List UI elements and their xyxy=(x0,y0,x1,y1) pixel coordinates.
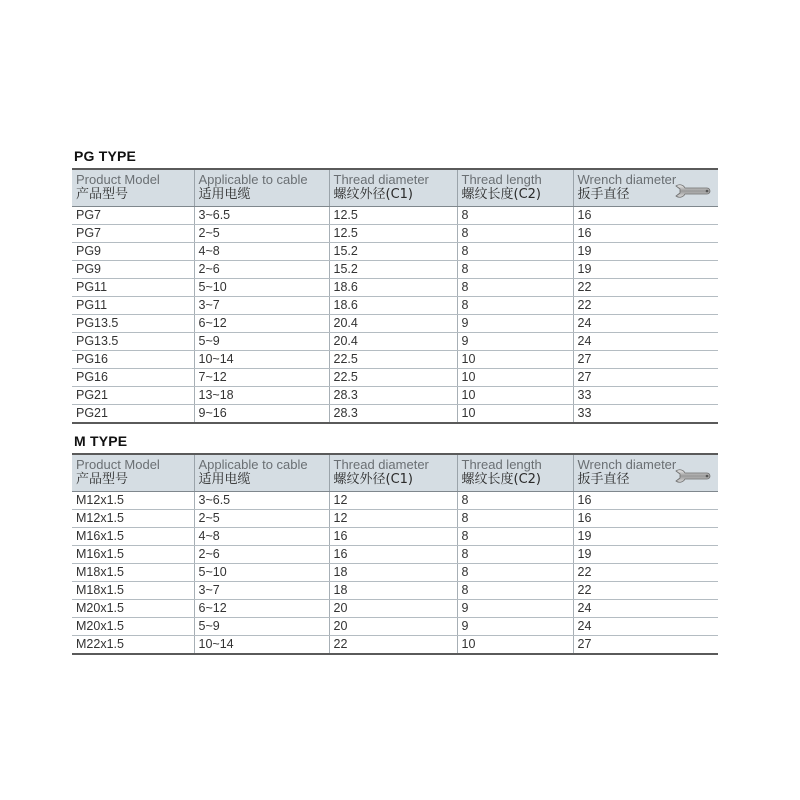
cell-applicable-cable: 7~12 xyxy=(194,369,329,387)
wrench-icon xyxy=(674,182,714,200)
cell-thread-diameter: 12.5 xyxy=(329,225,457,243)
table-row xyxy=(72,492,718,510)
cell-product-model: PG16 xyxy=(72,369,194,387)
section-title: PG TYPE xyxy=(74,148,137,164)
cell-wrench-diameter: 16 xyxy=(573,492,718,510)
cell-thread-length: 9 xyxy=(457,315,573,333)
cell-thread-diameter: 28.3 xyxy=(329,405,457,424)
cell-wrench-diameter: 19 xyxy=(573,528,718,546)
table-row xyxy=(72,261,718,279)
header-wrench-diameter xyxy=(573,454,718,492)
cell-wrench-diameter: 33 xyxy=(573,405,718,424)
m-type-section xyxy=(72,433,718,655)
cell-product-model: PG13.5 xyxy=(72,333,194,351)
cell-product-model: M20x1.5 xyxy=(72,618,194,636)
cell-thread-diameter: 16 xyxy=(329,528,457,546)
header-label-en: Applicable to cable xyxy=(198,172,308,187)
cell-applicable-cable: 3~6.5 xyxy=(194,207,329,225)
header-label-en: Wrench diameter xyxy=(577,172,677,187)
cell-thread-diameter: 15.2 xyxy=(329,261,457,279)
cell-thread-diameter: 18.6 xyxy=(329,297,457,315)
cell-thread-diameter: 18.6 xyxy=(329,279,457,297)
cell-wrench-diameter: 16 xyxy=(573,207,718,225)
table-row xyxy=(72,600,718,618)
header-label-en: Thread diameter xyxy=(333,457,429,472)
cell-product-model: M18x1.5 xyxy=(72,564,194,582)
header-label-en: Product Model xyxy=(76,457,160,472)
cell-wrench-diameter: 22 xyxy=(573,297,718,315)
table-row xyxy=(72,351,718,369)
cell-applicable-cable: 3~7 xyxy=(194,297,329,315)
cell-product-model: PG16 xyxy=(72,351,194,369)
cell-wrench-diameter: 19 xyxy=(573,261,718,279)
cell-applicable-cable: 2~6 xyxy=(194,546,329,564)
table-row xyxy=(72,582,718,600)
cell-thread-length: 9 xyxy=(457,600,573,618)
cell-thread-length: 8 xyxy=(457,492,573,510)
cell-thread-length: 8 xyxy=(457,510,573,528)
cell-thread-diameter: 18 xyxy=(329,564,457,582)
table-row xyxy=(72,546,718,564)
cell-product-model: PG13.5 xyxy=(72,315,194,333)
header-label-cn: 螺纹外径(C1) xyxy=(333,472,413,487)
table-row xyxy=(72,564,718,582)
header-label-en: Applicable to cable xyxy=(198,457,308,472)
cell-applicable-cable: 5~9 xyxy=(194,333,329,351)
cell-thread-length: 8 xyxy=(457,261,573,279)
cell-product-model: M12x1.5 xyxy=(72,510,194,528)
header-row xyxy=(72,454,718,492)
cell-product-model: PG21 xyxy=(76,406,108,420)
cell-thread-diameter: 20.4 xyxy=(329,333,457,351)
cell-wrench-diameter: 22 xyxy=(573,279,718,297)
table-row xyxy=(72,225,718,243)
cell-thread-length: 8 xyxy=(457,297,573,315)
header-label-cn: 产品型号 xyxy=(76,187,129,202)
cell-thread-length: 8 xyxy=(457,528,573,546)
cell-thread-length: 10 xyxy=(457,387,573,405)
header-applicable-cable xyxy=(194,169,329,207)
cell-thread-length: 9 xyxy=(457,618,573,636)
table-row xyxy=(72,510,718,528)
cell-applicable-cable: 3~7 xyxy=(194,582,329,600)
header-label-cn: 螺纹长度(C2) xyxy=(461,472,541,487)
cell-thread-length: 10 xyxy=(457,636,573,655)
cell-product-model: PG11 xyxy=(72,297,194,315)
cell-thread-length: 9 xyxy=(457,333,573,351)
table-row xyxy=(72,297,718,315)
table-row xyxy=(72,387,718,405)
pg-type-section xyxy=(72,148,718,424)
table-row xyxy=(72,528,718,546)
cell-thread-length: 8 xyxy=(457,279,573,297)
cell-applicable-cable: 9~16 xyxy=(194,405,329,424)
header-applicable-cable xyxy=(194,454,329,492)
cell-thread-diameter: 22.5 xyxy=(329,351,457,369)
header-label-cn: 扳手直径 xyxy=(577,187,630,202)
header-thread-length xyxy=(457,169,573,207)
table-row xyxy=(72,618,718,636)
cell-thread-length: 10 xyxy=(457,405,573,424)
spec-table xyxy=(72,168,718,424)
cell-product-model: PG7 xyxy=(72,207,194,225)
cell-applicable-cable: 2~5 xyxy=(194,225,329,243)
cell-wrench-diameter: 19 xyxy=(573,243,718,261)
cell-thread-diameter: 12 xyxy=(329,510,457,528)
cell-applicable-cable: 3~6.5 xyxy=(194,492,329,510)
header-thread-diameter xyxy=(329,454,457,492)
cell-thread-diameter: 22 xyxy=(329,636,457,655)
header-thread-length xyxy=(457,454,573,492)
cell-applicable-cable: 13~18 xyxy=(194,387,329,405)
cell-thread-diameter: 28.3 xyxy=(329,387,457,405)
cell-applicable-cable: 4~8 xyxy=(194,528,329,546)
header-thread-diameter xyxy=(329,169,457,207)
header-wrench-diameter xyxy=(573,169,718,207)
cell-thread-diameter: 20 xyxy=(329,618,457,636)
header-label-en: Product Model xyxy=(76,172,160,187)
cell-applicable-cable: 10~14 xyxy=(194,351,329,369)
section-title: M TYPE xyxy=(74,433,128,449)
cell-thread-diameter: 15.2 xyxy=(329,243,457,261)
cell-thread-diameter: 22.5 xyxy=(329,369,457,387)
cell-product-model: M22x1.5 xyxy=(76,637,124,651)
cell-wrench-diameter: 24 xyxy=(573,618,718,636)
cell-wrench-diameter: 22 xyxy=(573,582,718,600)
header-label-cn: 适用电缆 xyxy=(198,472,251,487)
cell-thread-diameter: 18 xyxy=(329,582,457,600)
cell-applicable-cable: 4~8 xyxy=(194,243,329,261)
table-row xyxy=(72,405,718,424)
table-row xyxy=(72,369,718,387)
header-label-cn: 适用电缆 xyxy=(198,187,251,202)
cell-product-model: PG9 xyxy=(72,261,194,279)
cell-applicable-cable: 10~14 xyxy=(194,636,329,655)
cell-wrench-diameter: 24 xyxy=(573,333,718,351)
table-row xyxy=(72,333,718,351)
cell-product-model: PG9 xyxy=(72,243,194,261)
cell-thread-length: 8 xyxy=(457,225,573,243)
cell-applicable-cable: 6~12 xyxy=(194,315,329,333)
cell-wrench-diameter: 27 xyxy=(573,636,718,655)
cell-thread-length: 8 xyxy=(457,243,573,261)
cell-applicable-cable: 5~10 xyxy=(194,279,329,297)
cell-thread-length: 10 xyxy=(457,369,573,387)
cell-wrench-diameter: 16 xyxy=(573,225,718,243)
header-label-cn: 扳手直径 xyxy=(577,472,630,487)
table-row xyxy=(72,243,718,261)
header-label-en: Wrench diameter xyxy=(577,457,677,472)
cell-wrench-diameter: 16 xyxy=(573,510,718,528)
cell-product-model: M16x1.5 xyxy=(72,546,194,564)
cell-thread-length: 8 xyxy=(457,564,573,582)
cell-wrench-diameter: 24 xyxy=(573,600,718,618)
cell-applicable-cable: 5~10 xyxy=(194,564,329,582)
header-label-cn: 产品型号 xyxy=(76,472,129,487)
header-product-model xyxy=(72,454,194,492)
cell-thread-length: 8 xyxy=(457,207,573,225)
cell-product-model: M18x1.5 xyxy=(72,582,194,600)
cell-product-model: PG7 xyxy=(72,225,194,243)
cell-thread-length: 8 xyxy=(457,582,573,600)
cell-product-model: M12x1.5 xyxy=(72,492,194,510)
header-label-cn: 螺纹长度(C2) xyxy=(461,187,541,202)
header-label-en: Thread length xyxy=(461,172,542,187)
cell-thread-length: 10 xyxy=(457,351,573,369)
cell-product-model: PG21 xyxy=(72,387,194,405)
cell-thread-length: 8 xyxy=(457,546,573,564)
cell-applicable-cable: 5~9 xyxy=(194,618,329,636)
cell-product-model: M20x1.5 xyxy=(72,600,194,618)
cell-thread-diameter: 12.5 xyxy=(329,207,457,225)
cell-wrench-diameter: 22 xyxy=(573,564,718,582)
spec-table xyxy=(72,453,718,655)
cell-wrench-diameter: 27 xyxy=(573,369,718,387)
table-row xyxy=(72,279,718,297)
header-label-en: Thread length xyxy=(461,457,542,472)
header-row xyxy=(72,169,718,207)
cell-applicable-cable: 2~5 xyxy=(194,510,329,528)
header-label-cn: 螺纹外径(C1) xyxy=(333,187,413,202)
cell-product-model: M16x1.5 xyxy=(72,528,194,546)
cell-wrench-diameter: 24 xyxy=(573,315,718,333)
header-product-model xyxy=(72,169,194,207)
wrench-icon xyxy=(674,467,714,485)
header-label-en: Thread diameter xyxy=(333,172,429,187)
cell-thread-diameter: 20 xyxy=(329,600,457,618)
cell-applicable-cable: 6~12 xyxy=(194,600,329,618)
cell-thread-diameter: 16 xyxy=(329,546,457,564)
table-row xyxy=(72,207,718,225)
cell-thread-diameter: 20.4 xyxy=(329,315,457,333)
cell-applicable-cable: 2~6 xyxy=(194,261,329,279)
cell-wrench-diameter: 33 xyxy=(573,387,718,405)
cell-thread-diameter: 12 xyxy=(329,492,457,510)
table-row xyxy=(72,636,718,655)
table-row xyxy=(72,315,718,333)
cell-product-model: PG11 xyxy=(72,279,194,297)
cell-wrench-diameter: 19 xyxy=(573,546,718,564)
cell-wrench-diameter: 27 xyxy=(573,351,718,369)
